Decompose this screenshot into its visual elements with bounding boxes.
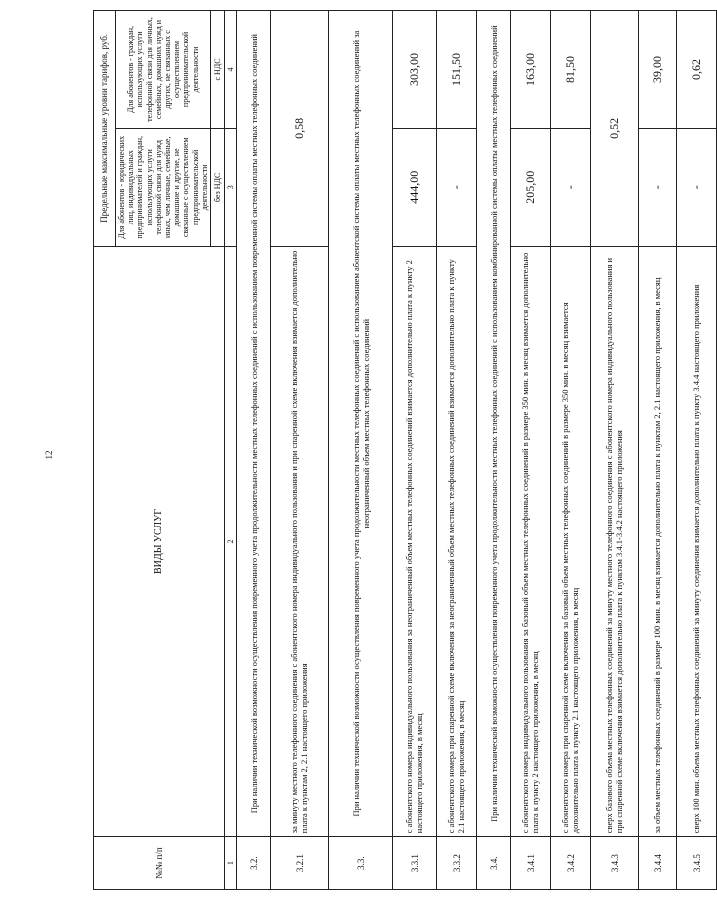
- table-row: [551, 11, 591, 890]
- row-value-citizens: 39,00: [639, 11, 677, 129]
- row-service: При наличии технической возможности осуществления повременного учета продолжительности местных телефонных соединений с использованием повременной системы оплаты местных телефонных соединений: [237, 11, 271, 837]
- table-row: [271, 11, 329, 890]
- header-citizens: Для абонентов - граждан, использующих услуги телефонной связи для личных, семейных, домашних нужд и других, не связанных с осуществлением предпринимательской деятельности: [116, 11, 211, 129]
- table-row: [591, 11, 639, 890]
- row-service: с абонентского номера индивидуального пользования за базовый объем местных телефонных соединений в размере 350 мин. в месяц взимается дополнительно плата к пункту 2 настоящего приложения, в месяц: [511, 246, 551, 837]
- row-value-merged: 0,58: [271, 11, 329, 247]
- page-number: 12: [44, 450, 54, 460]
- header-without-vat: без НДС: [210, 128, 224, 246]
- row-value-citizens: 0,62: [677, 11, 717, 129]
- row-num: 3.4.4: [639, 837, 677, 890]
- header-legal: Для абонентов - юридических лиц, индивидуальных предпринимателей и граждан, использующих услуги телефонной связи для нужд иных, чем личные, семейные, домашние и другие, не связанные с осуществлением предпринимательской деятельности: [116, 128, 211, 246]
- header-with-vat: с НДС: [210, 11, 224, 129]
- table-row: [237, 11, 271, 890]
- row-num: 3.4.5: [677, 837, 717, 890]
- row-num: 3.4.: [477, 837, 511, 890]
- row-value-legal: -: [551, 128, 591, 246]
- row-value-legal: 205,00: [511, 128, 551, 246]
- row-num: 3.3.1: [393, 837, 437, 890]
- row-service: за объем местных телефонных соединений в размере 100 мин. в месяц взимается дополнительно плата к пунктам 2, 2.1 настоящего приложения, в месяц: [639, 246, 677, 837]
- row-service: с абонентского номера индивидуального пользования за неограниченный объем местных телефонных соединений взимается дополнительно плата к пункту 2 настоящего приложения, в месяц: [393, 246, 437, 837]
- colnum-1: 1: [224, 837, 236, 890]
- row-value-legal: -: [677, 128, 717, 246]
- header-tariff-title: Предельные максимальные уровни тарифов, руб.: [94, 11, 116, 247]
- table-row: [437, 11, 477, 890]
- row-num: 3.2.: [237, 837, 271, 890]
- colnum-4: 4: [224, 11, 236, 129]
- tariff-table-rotated: [93, 10, 703, 890]
- row-service: При наличии технической возможности осуществления повременного учета продолжительности местных телефонных соединений с использованием абонентской системы оплаты местных телефонных соединений за неограниченный объем местных телефонных соединений: [329, 11, 393, 837]
- colnum-2: 2: [224, 246, 236, 837]
- header-num: №№ п/п: [94, 837, 225, 890]
- table-row: [639, 11, 677, 890]
- colnum-3: 3: [224, 128, 236, 246]
- table-row: [393, 11, 437, 890]
- row-service: за минуту местного телефонного соединения с абонентского номера индивидуального пользования и при спаренной схеме включения взимается дополнительно плата к пунктам 2, 2.1 настоящего приложения: [271, 246, 329, 837]
- row-num: 3.4.2: [551, 837, 591, 890]
- row-service: с абонентского номера при спаренной схеме включения за базовый объем местных телефонных соединений в размере 350 мин. в месяц взимается дополнительно плата к пункту 2.1 настоящего приложения, в месяц: [551, 246, 591, 837]
- row-num: 3.3.2: [437, 837, 477, 890]
- row-value-legal: -: [639, 128, 677, 246]
- row-num: 3.4.1: [511, 837, 551, 890]
- row-num: 3.3.: [329, 837, 393, 890]
- header-services: ВИДЫ УСЛУГ: [94, 246, 225, 837]
- row-value-citizens: 303,00: [393, 11, 437, 129]
- row-value-legal: -: [437, 128, 477, 246]
- table-row: [511, 11, 551, 890]
- row-service: При наличии технической возможности осуществления повременного учета продолжительности местных телефонных соединений с использованием комбинированной системы оплаты местных телефонных соединений: [477, 11, 511, 837]
- table-row: [329, 11, 393, 890]
- row-value-merged: 0,52: [591, 11, 639, 247]
- row-value-citizens: 81,50: [551, 11, 591, 129]
- row-value-citizens: 163,00: [511, 11, 551, 129]
- row-value-legal: 444,00: [393, 128, 437, 246]
- row-num: 3.2.1: [271, 837, 329, 890]
- row-num: 3.4.3: [591, 837, 639, 890]
- row-service: с абонентского номера при спаренной схеме включения за неограниченный объем местных телефонных соединений взимается дополнительно плата к пункту 2.1 настоящего приложения, в месяц: [437, 246, 477, 837]
- row-service: сверх базового объема местных телефонных соединений за минуту местного телефонного соединения с абонентского номера индивидуального пользования и при спаренной схеме включения взимается дополнительно плата к пунктам 3.4.1-3.4.2 настоящего приложения: [591, 246, 639, 837]
- row-value-citizens: 151,50: [437, 11, 477, 129]
- row-service: сверх 100 мин. объема местных телефонных соединений за минуту соединения взимается дополнительно плата к пункту 3.4.4 настоящего приложения: [677, 246, 717, 837]
- table-row: [477, 11, 511, 890]
- table-row: [677, 11, 717, 890]
- tariff-table: [93, 10, 717, 890]
